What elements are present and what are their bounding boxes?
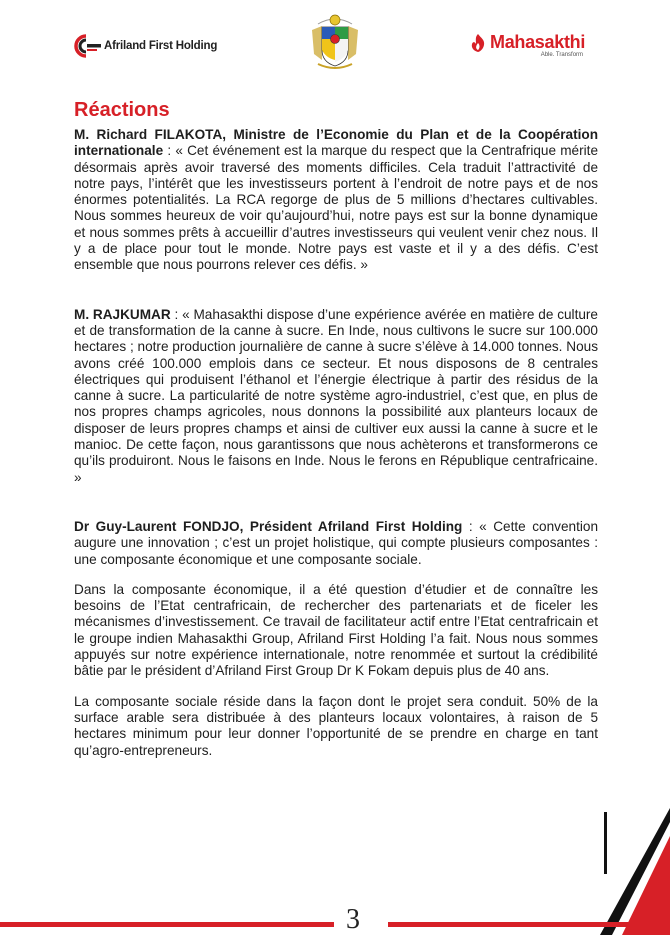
mahasakthi-logo xyxy=(470,32,585,58)
reaction-paragraph xyxy=(74,519,598,568)
reaction-paragraph xyxy=(74,307,598,486)
coat-of-arms-icon xyxy=(308,10,362,70)
afriland-logo xyxy=(72,34,217,58)
continuation-paragraph: Dans la composante économique, il a été question d’étudier et de connaître les besoins de l’Etat centrafricain, de rechercher des partenariats et de ficeler les mécanismes d’investissement. Ce travail de facilitateur actif entre l’Etat centrafricain et le groupe indien Mahasakthi Group, Afriland First Holding l’a fait. Nous nous sommes appuyés sur notre expérience internationale, notre renommée et surtout la crédibilité bâtie par le président d’Afriland First Group Dr K Fokam depuis plus de 40 ans. xyxy=(74,581,598,679)
reaction-paragraph xyxy=(74,127,598,274)
page-footer xyxy=(0,880,670,947)
page-header xyxy=(0,0,670,90)
flame-icon xyxy=(470,33,486,53)
footer-rule-right xyxy=(388,922,670,927)
mahasakthi-tagline: Able. Transform xyxy=(540,52,584,58)
section-title: Réactions xyxy=(74,99,170,121)
speaker-name: M. RAJKUMAR xyxy=(74,306,171,322)
afriland-logo-icon xyxy=(72,34,102,58)
article-body xyxy=(74,97,598,759)
speaker-name: Dr Guy-Laurent FONDJO, Président Afriland First Holding xyxy=(74,518,463,534)
page-number: 3 xyxy=(346,904,360,935)
speaker-name: M. Richard FILAKOTA, Ministre de l’Economie du Plan et de la Coopération internationale xyxy=(74,127,598,159)
mahasakthi-logo-text: Mahasakthi xyxy=(490,32,586,52)
quote-text: : « Mahasakthi dispose d’une expérience avérée en matière de culture et de transformation de la canne à sucre. En Inde, nous cultivons le sucre sur 100.000 hectares ; notre production journalière de canne à sucre s’élève à 14.000 tonnes. Nous avons créé 100.000 emplois dans ce secteur. Et nous disposons de 8 centrales électriques qui produisent l’éthanol et l’énergie électrique à partir des résidus de la canne à sucre. La particularité de notre système agro-industriel, c’est que, en plus de nos propres champs agricoles, nous donnons la possibilité aux planteurs locaux de disposer de leurs propres champs et ainsi de cultiver eux aussi la canne à sucre et le manioc. De cette façon, nous garantissons que nous achèterons et transformerons ce qu’ils produiront. Nous le faisons en Inde. Nous le ferons en République centrafricaine. » xyxy=(74,306,598,485)
quote-text: : « Cette convention augure une innovation ; c’est un projet holistique, qui compte plusieurs composantes : une composante économique et une composante sociale. xyxy=(74,518,599,567)
afriland-logo-text: Afriland First Holding xyxy=(104,40,218,52)
quote-text: : « Cet événement est la marque du respect que la Centrafrique mérite désormais après avoir traversé des moments difficiles. Cela traduit l’attractivité de notre pays, l’intérêt que les investisseurs portent à l’endroit de notre pays et de nos énormes potentialités. La RCA regorge de plus de 5 millions d’hectares cultivables. Nous sommes heureux de voir qu’aujourd’hui, notre pays est sur la bonne dynamique et nous sommes prêts à accueillir d’autres investisseurs qui veulent venir chez nous. Il y a de place pour tout le monde. Notre pays est vaste et il y a des défis. C’est ensemble que nous pourrons relever ces défis. » xyxy=(74,143,598,273)
footer-rule-left xyxy=(0,922,334,927)
continuation-paragraph: La composante sociale réside dans la façon dont le projet sera conduit. 50% de la surface arable sera distribuée à des planteurs locaux volontaires, à raison de 5 hectares minimum pour leur donner l’opportunité de se prendre en charge en tant qu’agro-entrepreneurs. xyxy=(74,693,598,758)
